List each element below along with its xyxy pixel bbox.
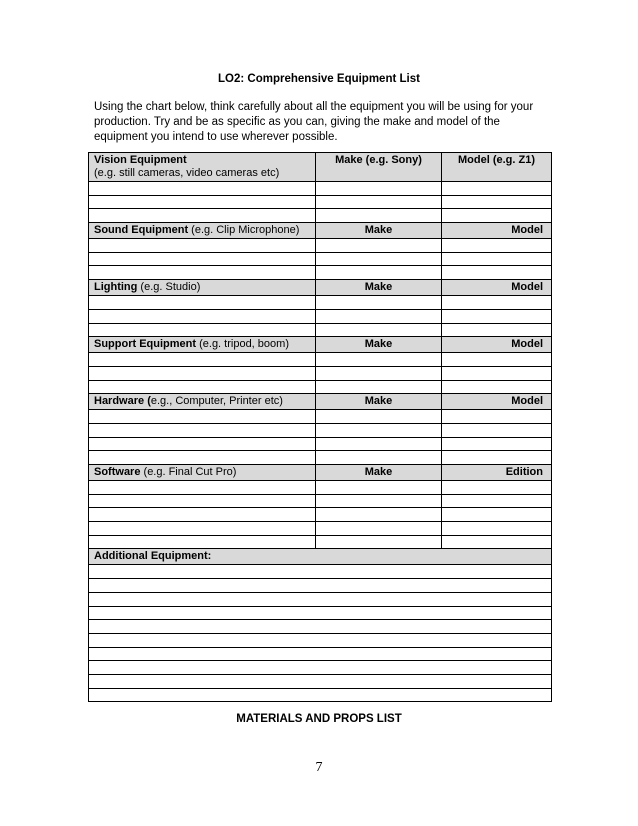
additional-cell[interactable] <box>89 661 552 675</box>
table-row[interactable] <box>89 423 552 437</box>
additional-label-cell <box>89 549 552 565</box>
make-cell[interactable] <box>316 309 442 323</box>
model-cell[interactable] <box>442 410 552 424</box>
make-cell[interactable] <box>316 481 442 495</box>
table-row[interactable] <box>89 633 552 647</box>
instructions-line: Using the chart below, think carefully about all the equipment you will be using for your <box>94 101 534 113</box>
additional-cell[interactable] <box>89 674 552 688</box>
table-row[interactable] <box>89 565 552 579</box>
additional-cell[interactable] <box>89 565 552 579</box>
model-cell[interactable] <box>442 266 552 280</box>
equipment-cell[interactable] <box>89 410 316 424</box>
table-row[interactable] <box>89 579 552 593</box>
table-row[interactable] <box>89 323 552 337</box>
lighting-make-header: Make <box>316 280 442 296</box>
software-label: Software <box>94 466 141 478</box>
hardware-label: Hardware ( <box>94 395 151 408</box>
hardware-make-header: Make <box>316 394 442 410</box>
vision-make-header: Make (e.g. Sony) <box>316 153 442 182</box>
equipment-cell[interactable] <box>89 182 316 196</box>
hardware-model-header: Model <box>442 394 552 410</box>
additional-cell[interactable] <box>89 620 552 634</box>
vision-model-header: Model (e.g. Z1) <box>442 153 552 182</box>
equipment-cell[interactable] <box>89 481 316 495</box>
make-cell[interactable] <box>316 451 442 465</box>
sound-model-header: Model <box>442 223 552 239</box>
model-cell[interactable] <box>442 366 552 380</box>
equipment-cell[interactable] <box>89 353 316 367</box>
equipment-cell[interactable] <box>89 451 316 465</box>
table-row[interactable] <box>89 353 552 367</box>
equipment-cell[interactable] <box>89 423 316 437</box>
make-cell[interactable] <box>316 508 442 522</box>
make-cell[interactable] <box>316 209 442 223</box>
table-row[interactable] <box>89 592 552 606</box>
make-cell[interactable] <box>316 380 442 394</box>
additional-cell[interactable] <box>89 688 552 702</box>
equipment-cell[interactable] <box>89 437 316 451</box>
support-label: Support Equipment <box>94 338 197 351</box>
additional-cell[interactable] <box>89 592 552 606</box>
equipment-cell[interactable] <box>89 209 316 223</box>
table-row[interactable] <box>89 195 552 209</box>
support-note: (e.g. tripod, boom) <box>196 338 289 351</box>
table-row[interactable] <box>89 522 552 536</box>
make-cell[interactable] <box>316 182 442 196</box>
equipment-cell[interactable] <box>89 522 316 536</box>
model-cell[interactable] <box>442 494 552 508</box>
table-row[interactable] <box>89 674 552 688</box>
vision-label: Vision Equipment <box>94 154 187 166</box>
instructions-paragraph <box>94 100 554 145</box>
materials-heading: MATERIALS AND PROPS LIST <box>236 713 402 725</box>
software-edition-header: Edition <box>442 465 552 481</box>
model-cell[interactable] <box>442 209 552 223</box>
make-cell[interactable] <box>316 296 442 310</box>
table-row[interactable] <box>89 296 552 310</box>
make-cell[interactable] <box>316 353 442 367</box>
table-row[interactable] <box>89 252 552 266</box>
equipment-cell[interactable] <box>89 366 316 380</box>
instructions-line: production. Try and be as specific as you can, giving the make and model of the <box>94 116 500 128</box>
make-cell[interactable] <box>316 195 442 209</box>
sound-label: Sound Equipment <box>94 224 189 237</box>
table-row[interactable] <box>89 437 552 451</box>
additional-cell[interactable] <box>89 633 552 647</box>
software-note: (e.g. Final Cut Pro) <box>140 466 237 478</box>
table-row[interactable] <box>89 606 552 620</box>
table-row[interactable] <box>89 494 552 508</box>
equipment-cell[interactable] <box>89 494 316 508</box>
model-cell[interactable] <box>442 481 552 495</box>
additional-cell[interactable] <box>89 606 552 620</box>
make-cell[interactable] <box>316 423 442 437</box>
make-cell[interactable] <box>316 410 442 424</box>
additional-header-row <box>89 549 552 565</box>
model-cell[interactable] <box>442 522 552 536</box>
model-cell[interactable] <box>442 380 552 394</box>
table-row[interactable] <box>89 366 552 380</box>
software-label-cell <box>89 465 316 481</box>
table-row[interactable] <box>89 508 552 522</box>
table-row[interactable] <box>89 661 552 675</box>
make-cell[interactable] <box>316 535 442 549</box>
make-cell[interactable] <box>316 323 442 337</box>
hardware-note: e.g., Computer, Printer etc) <box>150 395 283 408</box>
table-row[interactable] <box>89 688 552 702</box>
make-cell[interactable] <box>316 239 442 253</box>
lighting-header-row <box>89 280 552 296</box>
make-cell[interactable] <box>316 266 442 280</box>
software-make-header: Make <box>316 465 442 481</box>
table-row[interactable] <box>89 647 552 661</box>
sound-header-row <box>89 223 552 239</box>
support-header-row <box>89 337 552 353</box>
additional-cell[interactable] <box>89 647 552 661</box>
equipment-table <box>88 152 552 702</box>
table-row[interactable] <box>89 209 552 223</box>
support-model-header: Model <box>442 337 552 353</box>
model-cell[interactable] <box>442 535 552 549</box>
table-row[interactable] <box>89 481 552 495</box>
sound-make-header: Make <box>316 223 442 239</box>
support-label-cell <box>89 337 316 353</box>
model-cell[interactable] <box>442 195 552 209</box>
lighting-label: Lighting <box>94 281 138 294</box>
equipment-cell[interactable] <box>89 309 316 323</box>
hardware-label-cell <box>89 394 316 410</box>
equipment-cell[interactable] <box>89 266 316 280</box>
page-number: 7 <box>315 760 323 775</box>
equipment-cell[interactable] <box>89 380 316 394</box>
table-row[interactable] <box>89 410 552 424</box>
equipment-cell[interactable] <box>89 252 316 266</box>
model-cell[interactable] <box>442 451 552 465</box>
vision-label-cell <box>89 153 316 182</box>
equipment-cell[interactable] <box>89 323 316 337</box>
equipment-cell[interactable] <box>89 508 316 522</box>
equipment-cell[interactable] <box>89 239 316 253</box>
model-cell[interactable] <box>442 239 552 253</box>
model-cell[interactable] <box>442 252 552 266</box>
table-row[interactable] <box>89 182 552 196</box>
table-row[interactable] <box>89 451 552 465</box>
model-cell[interactable] <box>442 423 552 437</box>
model-cell[interactable] <box>442 182 552 196</box>
lighting-label-cell <box>89 280 316 296</box>
model-cell[interactable] <box>442 353 552 367</box>
sound-label-cell <box>89 223 316 239</box>
table-row[interactable] <box>89 266 552 280</box>
table-row[interactable] <box>89 380 552 394</box>
model-cell[interactable] <box>442 437 552 451</box>
table-row[interactable] <box>89 535 552 549</box>
lighting-model-header: Model <box>442 280 552 296</box>
page-title: LO2: Comprehensive Equipment List <box>218 73 420 85</box>
make-cell[interactable] <box>316 437 442 451</box>
hardware-header-row <box>89 394 552 410</box>
table-row[interactable] <box>89 309 552 323</box>
table-row[interactable] <box>89 620 552 634</box>
additional-cell[interactable] <box>89 579 552 593</box>
model-cell[interactable] <box>442 296 552 310</box>
model-cell[interactable] <box>442 323 552 337</box>
instructions-line: equipment you intend to use wherever possible. <box>94 131 338 143</box>
make-cell[interactable] <box>316 522 442 536</box>
equipment-cell[interactable] <box>89 296 316 310</box>
model-cell[interactable] <box>442 309 552 323</box>
additional-label: Additional Equipment: <box>94 550 212 563</box>
model-cell[interactable] <box>442 508 552 522</box>
lighting-note: (e.g. Studio) <box>137 281 201 294</box>
make-cell[interactable] <box>316 366 442 380</box>
equipment-cell[interactable] <box>89 195 316 209</box>
vision-header-row <box>89 153 552 182</box>
vision-note: (e.g. still cameras, video cameras etc) <box>94 167 280 179</box>
make-cell[interactable] <box>316 494 442 508</box>
sound-note: (e.g. Clip Microphone) <box>188 224 300 237</box>
support-make-header: Make <box>316 337 442 353</box>
equipment-cell[interactable] <box>89 535 316 549</box>
make-cell[interactable] <box>316 252 442 266</box>
table-row[interactable] <box>89 239 552 253</box>
software-header-row <box>89 465 552 481</box>
